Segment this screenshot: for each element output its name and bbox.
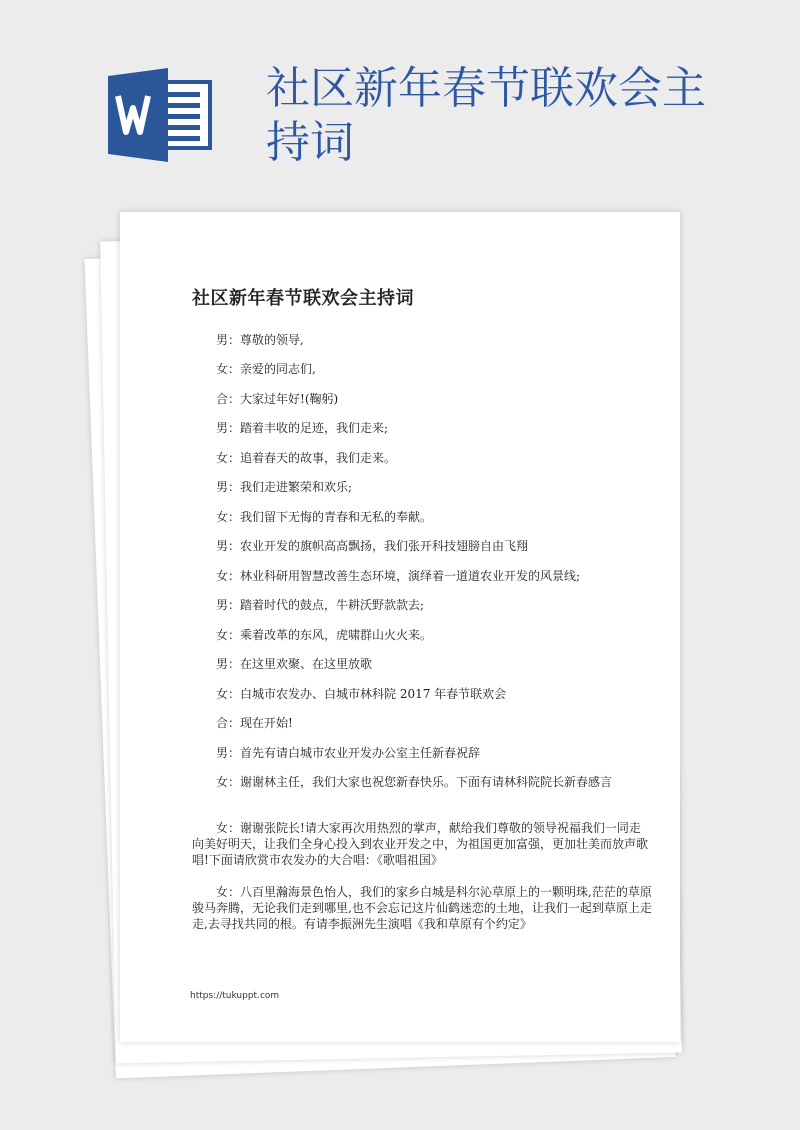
script-line: 女：林业科研用智慧改善生态环境，演绎着一道道农业开发的风景线; <box>216 569 581 583</box>
script-line: 女：亲爱的同志们, <box>216 362 316 376</box>
script-line: 男：首先有请白城市农业开发办公室主任新春祝辞 <box>216 746 481 760</box>
script-line: 女：白城市农发办、白城市林科院 2017 年春节联欢会 <box>216 687 507 701</box>
script-line: 女：追着春天的故事，我们走来。 <box>216 451 397 465</box>
script-line: 合：大家过年好!(鞠躬) <box>216 392 339 406</box>
script-line: 女：我们留下无悔的青春和无私的奉献。 <box>216 510 433 524</box>
word-logo-icon <box>108 68 214 162</box>
script-line: 合：现在开始! <box>216 716 293 730</box>
script-paragraph: 女：谢谢林主任，我们大家也祝您新春快乐。下面有请林科院院长新春感言 <box>216 775 613 789</box>
document-title: 社区新年春节联欢会主持词 <box>192 288 414 309</box>
script-line: 男：在这里欢聚、在这里放歌 <box>216 657 373 671</box>
script-paragraph: 女：谢谢张院长!请大家再次用热烈的掌声，献给我们尊敬的领导祝福我们一同走向美好明天，让我们全身心投入到农业开发之中，为祖国更加富强，更加壮美而放声歌唱!下面请欣赏市农发办的大合唱：《歌唱祖国》 <box>192 821 649 867</box>
script-line: 男：农业开发的旗帜高高飘扬，我们张开科技翅膀自由飞翔 <box>216 539 529 553</box>
script-line: 男：尊敬的领导, <box>216 333 304 347</box>
script-line: 女：乘着改革的东风，虎啸群山火火来。 <box>216 628 433 642</box>
script-line: 男：踏着时代的鼓点，牛耕沃野款款去; <box>216 598 425 612</box>
header-title: 社区新年春节联欢会主持词 <box>266 63 706 168</box>
script-line: 男：踏着丰收的足迹，我们走来; <box>216 421 389 435</box>
script-paragraph: 女：八百里瀚海景色怡人，我们的家乡白城是科尔沁草原上的一颗明珠,茫茫的草原骏马奔腾，无论我们走到哪里,也不会忘记这片仙鹤迷恋的土地，让我们一起到草原上走走,去寻找共同的根。有请李振洲先生演唱《我和草原有个约定》 <box>192 885 652 931</box>
script-line: 男：我们走进繁荣和欢乐; <box>216 480 353 494</box>
footer-url: https://tukuppt.com <box>190 991 280 1001</box>
